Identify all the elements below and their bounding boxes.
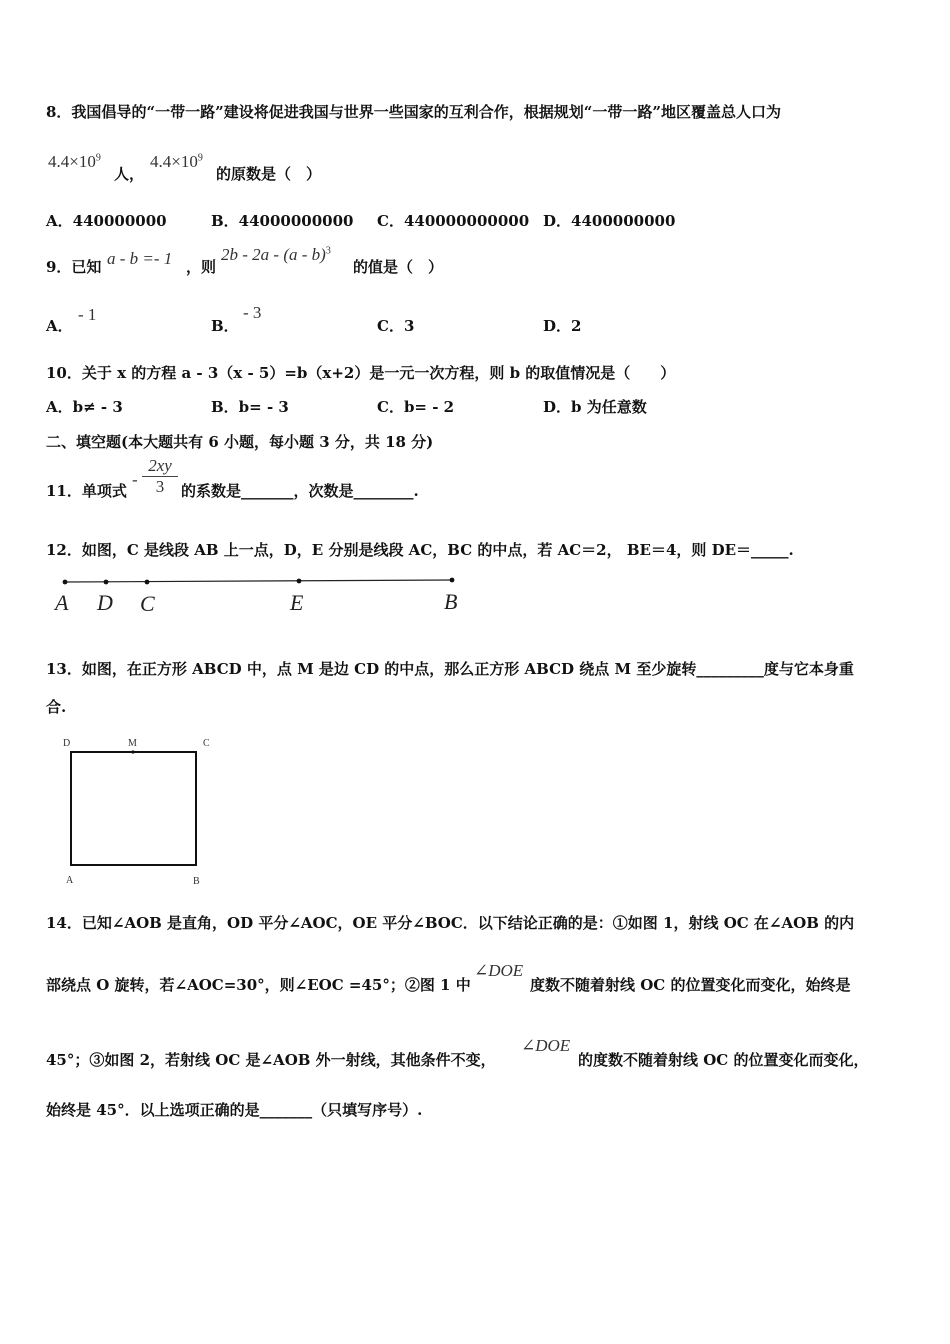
q9-option-a-label: A． <box>46 317 73 335</box>
label-a: A <box>55 590 69 615</box>
q12-stem: 12．如图，C 是线段 AB 上一点，D，E 分别是线段 AC，BC 的中点，若 AC＝2， BE＝4，则 DE＝_____. <box>46 541 794 559</box>
q14-stem-line-1: 14．已知∠AOB 是直角，OD 平分∠AOC，OE 平分∠BOC．以下结论正确的是：①如图 1，射线 OC 在∠AOB 的内 <box>46 914 855 932</box>
label-b: B <box>444 589 458 614</box>
q14-angle-doe-2: ∠DOE <box>521 1036 571 1055</box>
label-e: E <box>290 590 304 615</box>
q9-suffix: 的值是（ ） <box>353 258 444 276</box>
q14-stem-line-2b: 度数不随着射线 OC 的位置变化而变化，始终是 <box>530 976 851 994</box>
q10-option-c: C．b= - 2 <box>377 398 455 416</box>
q9-option-c: C．3 <box>377 317 415 335</box>
q11-prefix: 11．单项式 <box>46 482 127 500</box>
q8-expr-1-base: 4.4×10 <box>48 152 96 171</box>
q8-option-d: D．4400000000 <box>543 212 676 230</box>
q14-stem-line-2a: 部绕点 O 旋转，若∠AOC=30°，则∠EOC =45°；②图 1 中 <box>46 976 471 994</box>
q8-option-b: B．44000000000 <box>211 212 354 230</box>
q9-expression-base: 2b - 2a - (a - b) <box>221 245 326 264</box>
q13-stem-line-2: 合. <box>46 698 67 716</box>
q8-stem: 8．我国倡导的“一带一路”建设将促进我国与世界一些国家的互利合作，根据规划“一带一路”地区覆盖总人口为 <box>46 103 781 121</box>
q9-option-a-value: - 1 <box>78 305 97 324</box>
square-label-c: C <box>203 738 210 749</box>
q8-after-2: 的原数是（ ） <box>216 165 322 183</box>
q8-expr-2-base: 4.4×10 <box>150 152 198 171</box>
q11-suffix: 的系数是_______，次数是________. <box>181 482 419 500</box>
q10-option-d: D．b 为任意数 <box>543 398 647 416</box>
q14-angle-doe-1: ∠DOE <box>474 961 524 980</box>
q10-option-b: B．b= - 3 <box>211 398 289 416</box>
point-b <box>450 578 455 583</box>
q10-option-a: A．b≠ - 3 <box>46 398 123 416</box>
q11-fraction <box>142 456 178 497</box>
q14-stem-line-3a: 45°；③如图 2，若射线 OC 是∠AOB 外一射线，其他条件不变， <box>46 1051 496 1069</box>
q9-expression <box>221 245 331 265</box>
point-e <box>297 579 302 584</box>
square-label-b: B <box>193 876 200 887</box>
square-label-a: A <box>66 875 74 886</box>
q8-expr-2-exp: 9 <box>197 152 203 164</box>
q9-mid: ，则 <box>186 258 217 276</box>
section-heading: 二、填空题(本大题共有 6 小题，每小题 3 分，共 18 分) <box>46 433 434 451</box>
q9-expression-exp: 3 <box>325 245 331 257</box>
q8-expr-2 <box>150 152 203 172</box>
q9-option-d: D．2 <box>543 317 582 335</box>
point-m <box>131 750 134 753</box>
q8-option-a: A．440000000 <box>46 212 167 230</box>
point-a <box>63 580 68 585</box>
q8-option-c: C．440000000000 <box>377 212 530 230</box>
point-c <box>145 580 150 585</box>
q8-expr-1-exp: 9 <box>95 152 101 164</box>
q11-denominator: 3 <box>155 477 165 496</box>
square-label-m: M <box>128 738 137 749</box>
point-d <box>104 580 109 585</box>
segment-ab <box>65 580 452 582</box>
q8-expr-1 <box>48 152 101 172</box>
q9-option-b-label: B． <box>211 317 239 335</box>
q14-stem-line-4: 始终是 45°．以上选项正确的是_______（只填写序号）. <box>46 1101 423 1119</box>
q9-option-b-value: - 3 <box>243 303 262 322</box>
q9-condition: a - b =- 1 <box>107 249 173 268</box>
square-abcd <box>71 752 196 865</box>
q13-square-figure <box>60 745 210 875</box>
label-c: C <box>140 591 155 616</box>
label-d: D <box>97 590 113 615</box>
q11-minus: - <box>132 470 138 489</box>
q8-after-1: 人， <box>114 165 145 183</box>
q13-stem-line-1: 13．如图，在正方形 ABCD 中，点 M 是边 CD 的中点，那么正方形 ABCD 绕点 M 至少旋转_________度与它本身重 <box>46 660 854 678</box>
q12-line-figure <box>0 570 480 600</box>
q11-numerator: 2xy <box>142 456 178 477</box>
q9-prefix: 9．已知 <box>46 258 102 276</box>
q10-stem: 10．关于 x 的方程 a - 3（x - 5）=b（x+2）是一元一次方程，则 b 的取值情况是（ ） <box>46 364 676 382</box>
square-label-d: D <box>63 738 71 749</box>
q14-stem-line-3b: 的度数不随着射线 OC 的位置变化而变化， <box>578 1051 869 1069</box>
